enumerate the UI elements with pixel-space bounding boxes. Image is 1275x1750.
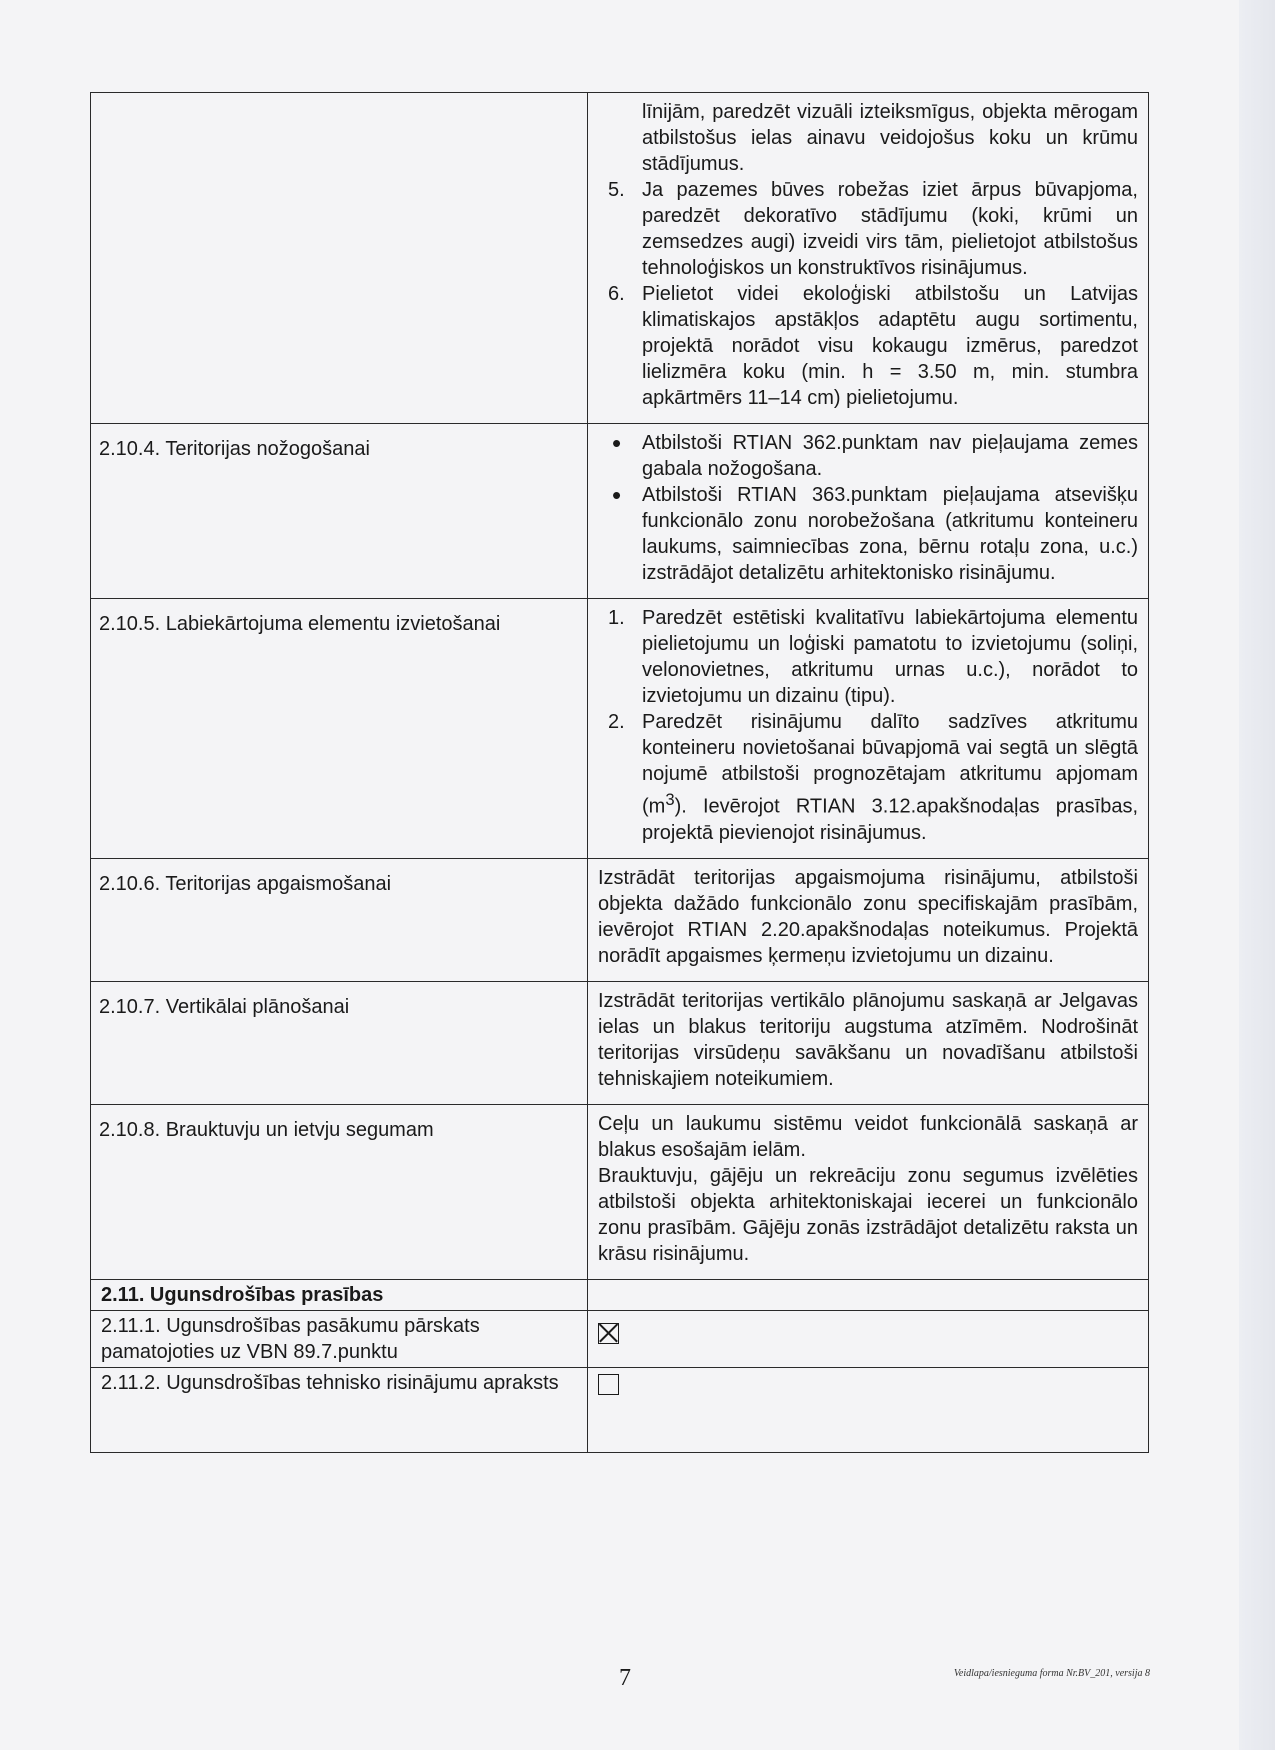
row-label: 2.10.5. Labiekārtojuma elementu izvietošanai — [91, 599, 588, 859]
amenities-cell — [588, 599, 1149, 859]
list-item — [598, 709, 1138, 846]
list-text: Paredzēt risinājumu dalīto sadzīves atkritumu konteineru novietošanai būvapjomā vai segtā un slēgtā nojumē atbilstoši prognozētajam atkritumu apjomam (m — [642, 711, 1138, 818]
page-edge — [1239, 0, 1275, 1750]
list-text: Ja pazemes būves robežas iziet ārpus būvapjoma, paredzēt dekoratīvo stādījumu (koki, krūmi un zemsedzes augi) izveidi virs tām, pielietojot atbilstošus tehnoloģiskos un konstruktīvos risinājumus. — [642, 179, 1138, 279]
continuation-text: līnijām, paredzēt vizuāli izteiksmīgus, objekta mērogam atbilstošus ielas ainavu veidojošus koku un krūmu stādījumus. — [642, 101, 1138, 175]
list-number: 1. — [608, 607, 625, 629]
landscaping-cell — [588, 93, 1149, 424]
lighting-cell: Izstrādāt teritorijas apgaismojuma risinājumu, atbilstoši objekta dažādo funkcionālo zonu specifiskajām prasībām, ievērojot RTIAN 2.20.apakšnodaļas noteikumus. Projektā norādīt apgaismes ķermeņu izvietojumu un dizainu. — [588, 858, 1149, 981]
row-label: 2.10.6. Teritorijas apgaismošanai — [91, 858, 588, 981]
page-number: 7 — [619, 1665, 631, 1691]
requirements-table — [90, 92, 1149, 1453]
amenities-list — [598, 605, 1138, 846]
table-row — [91, 93, 1149, 424]
fencing-cell — [588, 424, 1149, 599]
list-item — [598, 281, 1138, 411]
superscript: 3 — [665, 790, 675, 809]
list-number: 6. — [608, 283, 625, 305]
checkbox-cell — [588, 1310, 1149, 1367]
row-label: 2.10.7. Vertikālai plānošanai — [91, 981, 588, 1104]
paving-paragraph: Ceļu un laukumu sistēmu veidot funkcionālā saskaņā ar blakus esošajām ielām. — [598, 1112, 1138, 1161]
list-item — [598, 605, 1138, 709]
list-text: Atbilstoši RTIAN 363.punktam pieļaujama atsevišķu funkcionālo zonu norobežošana (atkritumu konteineru laukums, saimniecības zona, bērnu rotaļu zona, u.c.) izstrādājot detalizētu arhitektonisko risinājumu. — [642, 484, 1138, 584]
row-label: 2.11.2. Ugunsdrošības tehnisko risinājumu apraksts — [91, 1367, 588, 1452]
checkbox-cell — [588, 1367, 1149, 1452]
unchecked-checkbox[interactable] — [598, 1374, 619, 1395]
section-title: 2.11. Ugunsdrošības prasības — [91, 1279, 588, 1310]
row-label: 2.11.1. Ugunsdrošības pasākumu pārskats pamatojoties uz VBN 89.7.punktu — [91, 1310, 588, 1367]
fencing-list — [598, 430, 1138, 586]
table-row — [91, 424, 1149, 599]
bullet-icon: • — [612, 428, 622, 458]
table-row — [91, 981, 1149, 1104]
paving-cell — [588, 1104, 1149, 1279]
table-row — [91, 599, 1149, 859]
table-row — [91, 1104, 1149, 1279]
list-item — [598, 482, 1138, 586]
list-text: Paredzēt estētiski kvalitatīvu labiekārtojuma elementu pielietojumu un loģiski pamatotu to izvietojumu (soliņi, velonovietnes, atkritumu urnas u.c.), norādot to izvietojumu un dizainu (tipu). — [642, 607, 1138, 707]
form-reference: Veidlapa/iesnieguma forma Nr.BV_201, versija 8 — [953, 1668, 1150, 1679]
row-label: 2.10.4. Teritorijas nožogošanai — [91, 424, 588, 599]
list-text: ). Ievērojot RTIAN 3.12.apakšnodaļas prasības, projektā pievienojot risinājumus. — [642, 795, 1138, 844]
list-item — [598, 177, 1138, 281]
table-row — [91, 1279, 1149, 1310]
list-item — [598, 430, 1138, 482]
paving-paragraph: Brauktuvju, gājēju un rekreāciju zonu segumus izvēlēties atbilstoši objekta arhitektoniskajai iecerei un funkcionālo zonu prasībām. Gājēju zonās izstrādājot detalizētu raksta un krāsu risinājumu. — [598, 1164, 1138, 1265]
landscaping-list — [598, 177, 1138, 411]
row-label: 2.10.8. Brauktuvju un ietvju segumam — [91, 1104, 588, 1279]
vertical-cell: Izstrādāt teritorijas vertikālo plānojumu saskaņā ar Jelgavas ielas un blakus teritoriju augstuma atzīmēm. Nodrošināt teritorijas virsūdeņu savākšanu un novadīšanu atbilstoši tehniskajiem noteikumiem. — [588, 981, 1149, 1104]
list-text: Atbilstoši RTIAN 362.punktam nav pieļaujama zemes gabala nožogošana. — [642, 432, 1138, 480]
table-row — [91, 1367, 1149, 1452]
empty-label-cell — [91, 93, 588, 424]
bullet-icon: • — [612, 480, 622, 510]
table-row — [91, 858, 1149, 981]
list-number: 5. — [608, 179, 625, 201]
list-text: Pielietot videi ekoloģiski atbilstošu un Latvijas klimatiskajos apstākļos adaptētu augu sortimentu, projektā norādot visu kokaugu izmērus, paredzot lielizmēra koku (min. h = 3.50 m, min. stumbra apkārtmērs 11–14 cm) pielietojumu. — [642, 283, 1138, 409]
table-row — [91, 1310, 1149, 1367]
list-number: 2. — [608, 711, 625, 733]
checked-checkbox[interactable] — [598, 1323, 619, 1344]
empty-cell — [588, 1279, 1149, 1310]
